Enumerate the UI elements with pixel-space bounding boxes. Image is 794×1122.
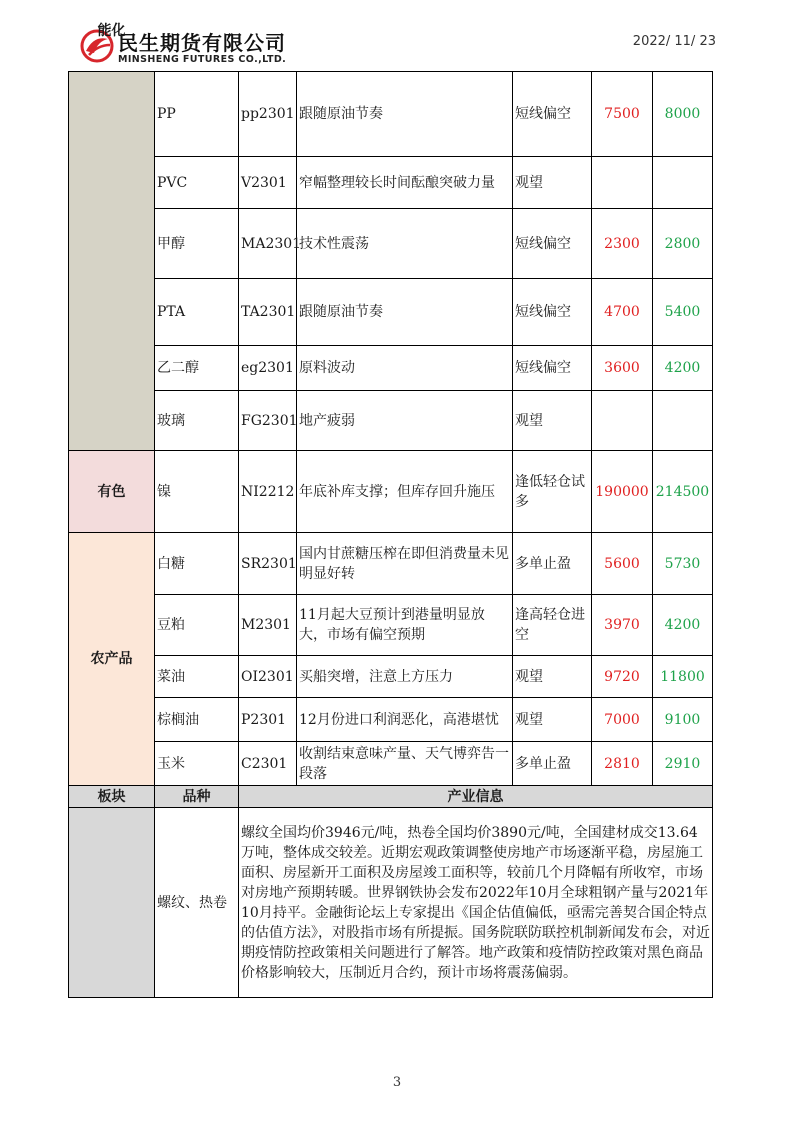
buy-price: 5400	[653, 279, 713, 346]
info-sector-cell	[69, 808, 155, 998]
buy-price: 214500	[653, 451, 713, 533]
sell-price: 3600	[592, 346, 653, 391]
info-header-variety: 品种	[155, 786, 239, 808]
view-text: 观望	[513, 157, 592, 209]
driver-text: 地产疲弱	[297, 391, 513, 451]
sell-price: 7500	[592, 72, 653, 157]
variety-name: 甲醇	[155, 209, 239, 279]
table-row	[69, 698, 713, 742]
variety-name: 菜油	[155, 656, 239, 698]
table-row	[69, 656, 713, 698]
buy-price: 8000	[653, 72, 713, 157]
info-row	[69, 808, 713, 998]
buy-price	[653, 391, 713, 451]
contract-code: V2301	[239, 157, 297, 209]
buy-price: 11800	[653, 656, 713, 698]
sell-price: 190000	[592, 451, 653, 533]
info-variety: 螺纹、热卷	[155, 808, 239, 998]
table-row	[69, 279, 713, 346]
sell-price: 3970	[592, 595, 653, 656]
contract-code: TA2301	[239, 279, 297, 346]
sell-price: 5600	[592, 533, 653, 595]
contract-code: OI2301	[239, 656, 297, 698]
driver-text: 原料波动	[297, 346, 513, 391]
table-row	[69, 595, 713, 656]
sell-price: 2300	[592, 209, 653, 279]
view-text: 多单止盈	[513, 533, 592, 595]
sector-agri: 农产品	[69, 533, 155, 786]
table-row	[69, 209, 713, 279]
table-row	[69, 346, 713, 391]
sell-price	[592, 157, 653, 209]
report-date: 2022/ 11/ 23	[632, 34, 716, 49]
driver-text: 年底补库支撑；但库存回升施压	[297, 451, 513, 533]
driver-text: 买船突增，注意上方压力	[297, 656, 513, 698]
contract-code: SR2301	[239, 533, 297, 595]
variety-name: PTA	[155, 279, 239, 346]
driver-text: 12月份进口利润恶化，高港堪忧	[297, 698, 513, 742]
view-text: 多单止盈	[513, 742, 592, 786]
variety-name: 白糖	[155, 533, 239, 595]
buy-price	[653, 157, 713, 209]
contract-code: C2301	[239, 742, 297, 786]
contract-code: pp2301	[239, 72, 297, 157]
driver-text: 跟随原油节奏	[297, 279, 513, 346]
variety-name: PVC	[155, 157, 239, 209]
contract-code: M2301	[239, 595, 297, 656]
variety-name: 镍	[155, 451, 239, 533]
driver-text: 收割结束意味产量、天气博弈告一段落	[297, 742, 513, 786]
view-text: 短线偏空	[513, 72, 592, 157]
variety-name: 棕榈油	[155, 698, 239, 742]
variety-name: 玉米	[155, 742, 239, 786]
sector-metal: 有色	[69, 451, 155, 533]
table-row	[69, 742, 713, 786]
view-text: 短线偏空	[513, 346, 592, 391]
sector-energy: 能化	[69, 72, 155, 451]
view-text: 观望	[513, 391, 592, 451]
view-text: 观望	[513, 656, 592, 698]
info-header-info: 产业信息	[239, 786, 713, 808]
buy-price: 4200	[653, 595, 713, 656]
variety-name: 乙二醇	[155, 346, 239, 391]
company-name-en: MINSHENG FUTURES CO.,LTD.	[118, 54, 287, 65]
sell-price: 2810	[592, 742, 653, 786]
variety-name: 豆粕	[155, 595, 239, 656]
sell-price	[592, 391, 653, 451]
contract-code: eg2301	[239, 346, 297, 391]
table-row	[69, 72, 713, 157]
buy-price: 5730	[653, 533, 713, 595]
contract-code: P2301	[239, 698, 297, 742]
contract-code: MA2301	[239, 209, 297, 279]
sell-price: 4700	[592, 279, 653, 346]
table-row	[69, 451, 713, 533]
driver-text: 11月起大豆预计到港量明显放大，市场有偏空预期	[297, 595, 513, 656]
view-text: 短线偏空	[513, 209, 592, 279]
view-text: 短线偏空	[513, 279, 592, 346]
buy-price: 2800	[653, 209, 713, 279]
buy-price: 9100	[653, 698, 713, 742]
table-row	[69, 157, 713, 209]
table-row	[69, 391, 713, 451]
variety-name: PP	[155, 72, 239, 157]
company-name-cn: 民生期货有限公司	[118, 31, 286, 55]
sell-price: 9720	[592, 656, 653, 698]
view-text: 逢高轻仓进空	[513, 595, 592, 656]
driver-text: 技术性震荡	[297, 209, 513, 279]
driver-text: 国内甘蔗糖压榨在即但消费量未见明显好转	[297, 533, 513, 595]
page-number: 3	[392, 1075, 402, 1090]
info-header-sector: 板块	[69, 786, 155, 808]
driver-text: 窄幅整理较长时间酝酿突破力量	[297, 157, 513, 209]
table-row	[69, 533, 713, 595]
buy-price: 2910	[653, 742, 713, 786]
driver-text: 跟随原油节奏	[297, 72, 513, 157]
info-text: 螺纹全国均价3946元/吨，热卷全国均价3890元/吨，全国建材成交13.64万吨，整体成交较差。近期宏观政策调整使房地产市场逐渐平稳，房屋施工面积、房屋新开工面积及房屋竣工面积等，较前几个月降幅有所收窄，市场对房地产预期转暖。世界钢铁协会发布2022年10月全球粗钢产量与2021年10月持平。金融街论坛上专家提出《国企估值偏低，亟需完善契合国企特点的估值方法》，对股指市场有所提振。国务院联防联控机制新闻发布会，对近期疫情防控政策相关问题进行了解答。地产政策和疫情防控政策对黑色商品价格影响较大，压制近月合约，预计市场将震荡偏弱。	[239, 808, 713, 998]
buy-price: 4200	[653, 346, 713, 391]
view-text: 逢低轻仓试多	[513, 451, 592, 533]
variety-name: 玻璃	[155, 391, 239, 451]
info-header-row	[69, 786, 713, 808]
contract-code: NI2212	[239, 451, 297, 533]
sell-price: 7000	[592, 698, 653, 742]
view-text: 观望	[513, 698, 592, 742]
contract-code: FG2301	[239, 391, 297, 451]
